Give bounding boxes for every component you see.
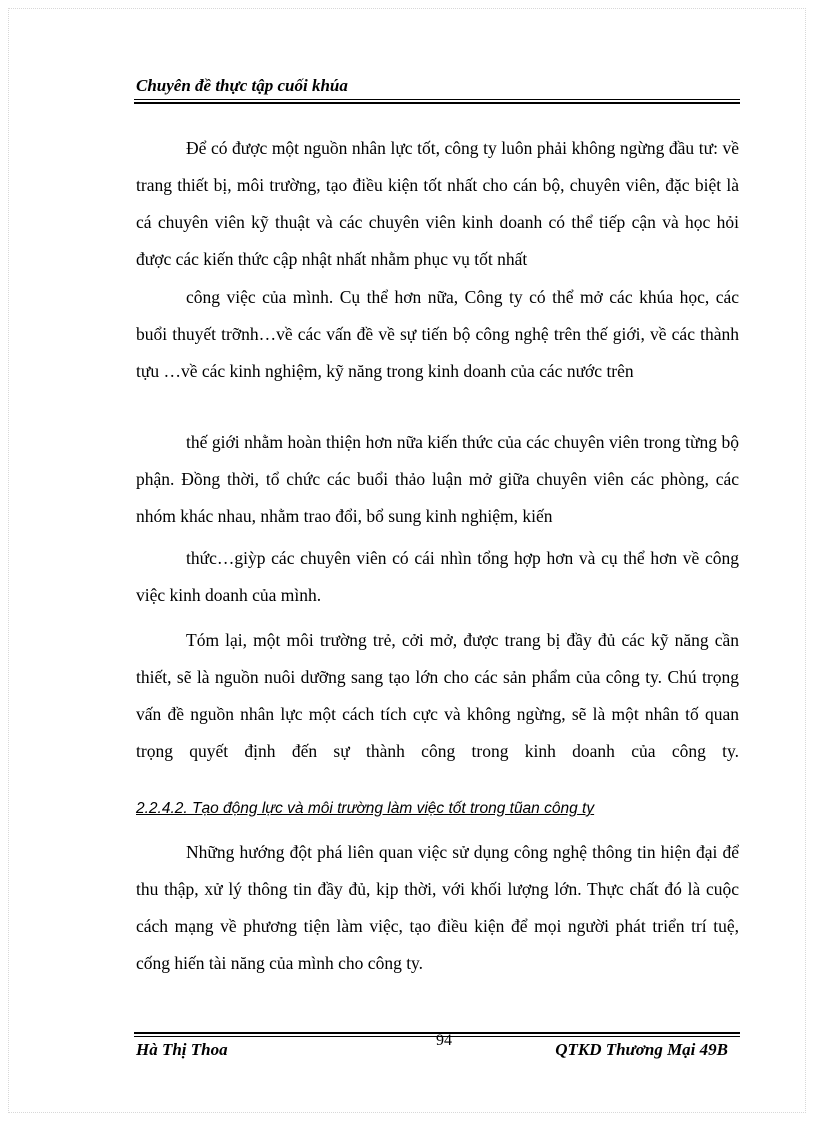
paragraph-4: thức…giỳp các chuyên viên có cái nhìn tổng hợp hơn và cụ thể hơn về công việc kinh doanh của mình.: [136, 548, 739, 605]
section-heading: 2.2.4.2. Tạo động lực và môi trường làm việc tốt trong tũan công ty: [136, 800, 595, 817]
paragraph-6: Những hướng đột phá liên quan việc sử dụng công nghệ thông tin hiện đại để thu thập, xử lý thông tin đầy đủ, kịp thời, với khối lượng lớn. Thực chất đó là cuộc cách mạng về phương tiện làm việc, tạo điều kiện để mọi người phát triển trí tuệ, cống hiến tài năng của mình cho công ty.: [136, 842, 739, 973]
footer-author: Hà Thị Thoa: [136, 1040, 228, 1059]
paragraph-2: công việc của mình. Cụ thể hơn nữa, Công ty có thể mở các khúa học, các buổi thuyết trỡnh…về các vấn đề về sự tiến bộ công nghệ trên thế giới, về các thành tựu …về các kinh nghiệm, kỹ năng trong kinh doanh của các nước trên: [136, 287, 739, 381]
header-rule-top: [134, 99, 740, 100]
footer-class: QTKD Thương Mại 49B: [555, 1040, 728, 1059]
page-number: 94: [436, 1032, 452, 1049]
header-rule-bottom: [134, 102, 740, 104]
page-header-title: Chuyên đề thực tập cuối khúa: [136, 76, 348, 95]
paragraph-5: Tóm lại, một môi trường trẻ, cởi mở, được trang bị đầy đủ các kỹ năng cần thiết, sẽ là nguồn nuôi dưỡng sang tạo lớn cho các sản phẩm của công ty. Chú trọng vấn đề nguồn nhân lực một cách tích cực và không ngừng, sẽ là một nhân tố quan trọng quyết định đến sự thành công trong kinh doanh của công ty.: [136, 630, 739, 761]
paragraph-1: Để có được một nguồn nhân lực tốt, công ty luôn phải không ngừng đầu tư: về trang thiết bị, môi trường, tạo điều kiện tốt nhất cho cán bộ, chuyên viên, đặc biệt là cá chuyên viên kỹ thuật và các chuyên viên kinh doanh có thể tiếp cận và học hỏi được các kiến thức cập nhật nhất nhằm phục vụ tốt nhất: [136, 138, 739, 269]
paragraph-3: thế giới nhằm hoàn thiện hơn nữa kiến thức của các chuyên viên trong từng bộ phận. Đồng thời, tổ chức các buổi thảo luận mở giữa chuyên viên các phòng, các nhóm khác nhau, nhằm trao đổi, bổ sung kinh nghiệm, kiến: [136, 432, 739, 526]
